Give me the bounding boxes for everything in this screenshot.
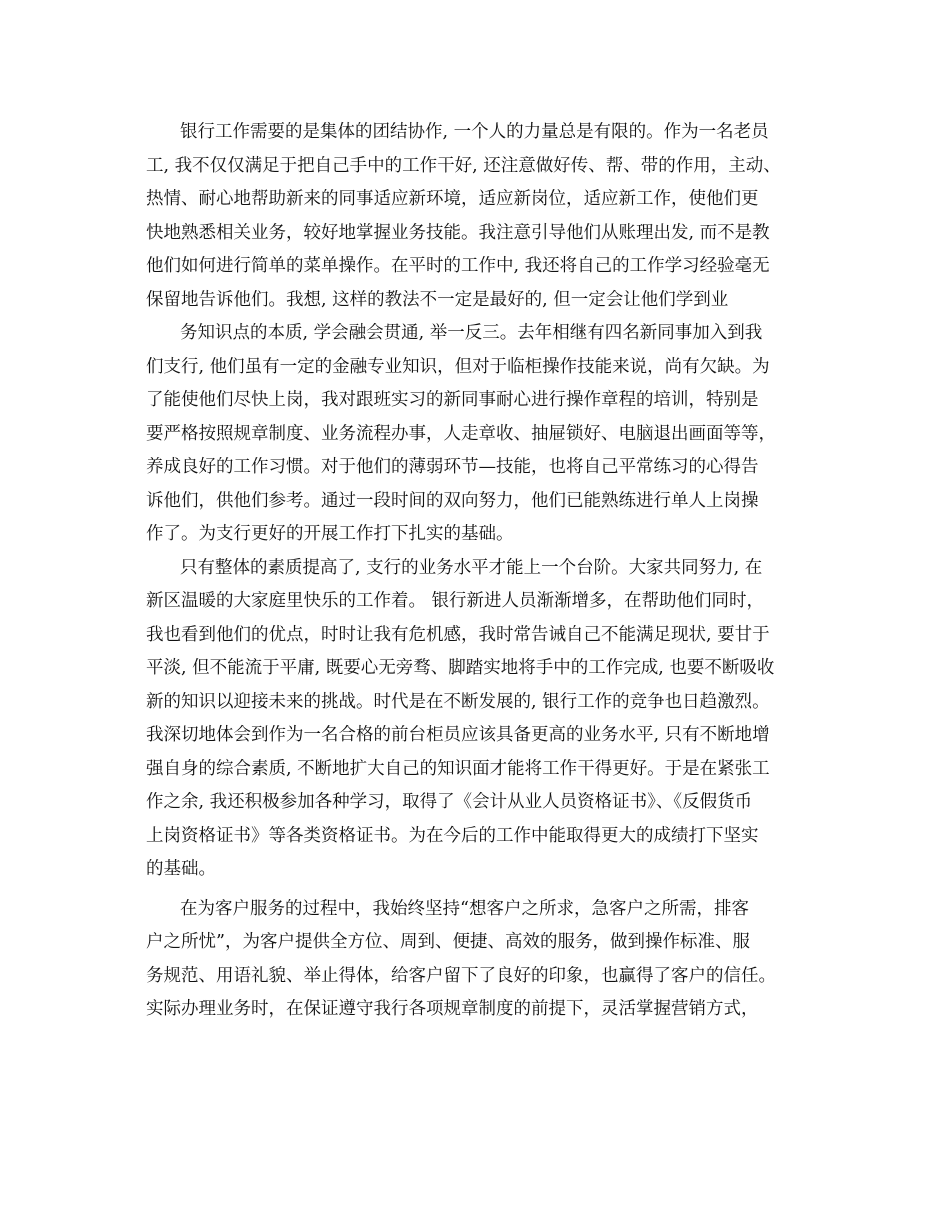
text-line: 保留地告诉他们。我想, 这样的教法不一定是最好的, 但一定会让他们学到业 <box>146 289 729 310</box>
text-line: 上岗资格证书》等各类资格证书。为在今后的工作中能取得更大的成绩打下坚实 <box>146 825 759 846</box>
paragraph-1 <box>146 116 806 317</box>
text-line: 我深切地体会到作为一名合格的前台柜员应该具备更高的业务水平, 只有不断地增 <box>146 725 770 745</box>
document-body <box>146 116 806 1027</box>
text-line: 要严格按照规章制度、业务流程办事，人走章收、抽屉锁好、电脑退出画面等等， <box>146 423 776 444</box>
text-line: 在为客户服务的过程中，我始终坚持“想客户之所求，急客户之所需，排客 <box>180 898 749 919</box>
text-line: 热情、耐心地帮助新来的同事适应新环境，适应新岗位，适应新工作，使他们更 <box>146 189 759 209</box>
text-line: 实际办理业务时，在保证遵守我行各项规章制度的前提下，灵活掌握营销方式， <box>146 999 759 1019</box>
text-line: 他们如何进行简单的菜单操作。在平时的工作中, 我还将自己的工作学习经验毫无 <box>146 256 770 276</box>
text-line: 们支行, 他们虽有一定的金融专业知识，但对于临柜操作技能来说，尚有欠缺。为 <box>146 356 770 377</box>
text-line: 银行工作需要的是集体的团结协作, 一个人的力量总是有限的。作为一名老员 <box>180 122 769 142</box>
text-line: 强自身的综合素质, 不断地扩大自己的知识面才能将工作干得更好。于是在紧张工 <box>146 758 770 779</box>
text-line: 我也看到他们的优点，时时让我有危机感，我时常告诫自己不能满足现状, 要甘于 <box>146 624 770 645</box>
text-line: 了能使他们尽快上岗，我对跟班实习的新同事耐心进行操作章程的培训，特别是 <box>146 390 759 410</box>
text-line: 作了。为支行更好的开展工作打下扎实的基础。 <box>146 524 514 544</box>
paragraph-4 <box>146 893 806 1027</box>
text-line: 作之余, 我还积极参加各种学习，取得了《会计从业人员资格证书》、《反假货币 <box>146 792 753 812</box>
text-line: 工, 我不仅仅满足于把自己手中的工作干好, 还注意做好传、帮、带的作用，主动、 <box>146 155 781 176</box>
text-line: 户之所忧”，为客户提供全方位、周到、便捷、高效的服务，做到操作标准、服 <box>146 932 750 952</box>
text-line: 只有整体的素质提高了, 支行的业务水平才能上一个台阶。大家共同努力, 在 <box>180 557 763 578</box>
text-line: 新区温暖的大家庭里快乐的工作着。 银行新进人员渐渐增多，在帮助他们同时， <box>146 591 765 611</box>
text-line: 诉他们，供他们参考。通过一段时间的双向努力，他们已能熟练进行单人上岗操 <box>146 490 759 511</box>
text-line: 快地熟悉相关业务，较好地掌握业务技能。我注意引导他们从账理出发, 而不是教 <box>146 222 770 243</box>
text-line: 务规范、用语礼貌、举止得体，给客户留下了良好的印象，也赢得了客户的信任。 <box>146 965 776 986</box>
text-line: 的基础。 <box>146 859 216 879</box>
text-line: 新的知识以迎接未来的挑战。时代是在不断发展的, 银行工作的竞争也日趋激烈。 <box>146 691 770 712</box>
paragraph-3 <box>146 552 806 887</box>
paragraph-2 <box>146 317 806 552</box>
text-line: 平淡, 但不能流于平庸, 既要心无旁骛、脚踏实地将手中的工作完成, 也要不断吸收 <box>146 658 775 678</box>
text-line: 养成良好的工作习惯。对于他们的薄弱环节—技能，也将自己平常练习的心得告 <box>146 457 759 477</box>
text-line: 务知识点的本质, 学会融会贯通, 举一反三。去年相继有四名新同事加入到我 <box>180 323 763 343</box>
